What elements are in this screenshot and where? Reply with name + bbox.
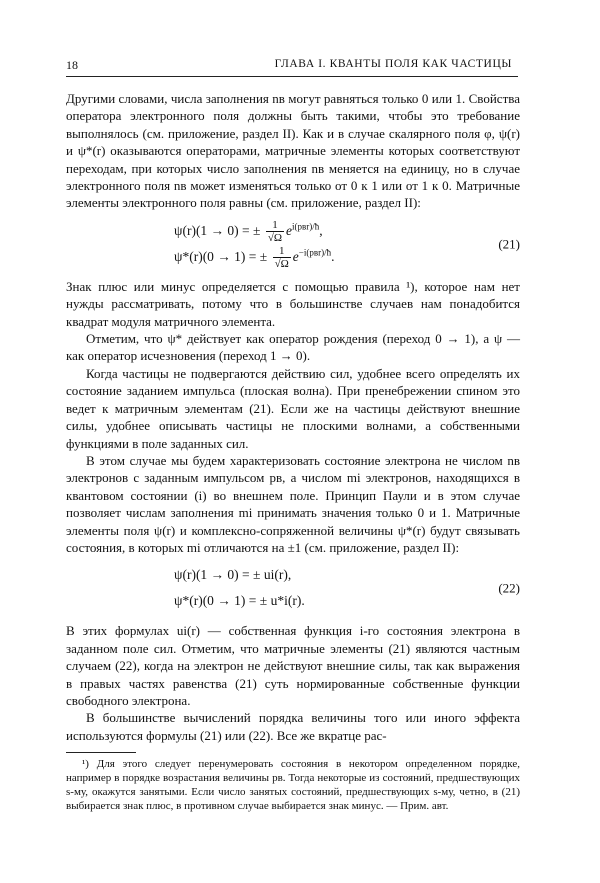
paragraph-6: В этих формулах ui(r) — собственная функция i-го состояния электрона в заданном поле сил. Отметим, что матричные элементы (21) являются частным случаем (22), когда на электрон не действуют внешние силы, так как выражения в правых частях равенства (21) суть нормированные собственные функции свободного электрона. xyxy=(66,623,520,708)
header-rule xyxy=(66,76,518,77)
eq21-end-1: , xyxy=(319,222,323,238)
equation-21-line-1 xyxy=(174,218,520,244)
paragraph-7: В большинстве вычислений порядка величины того или иного эффекта используются формулы (21) или (22). Все же вкратце рас- xyxy=(66,710,520,743)
paragraph-1: Другими словами, числа заполнения nв могут равняться только 0 или 1. Свойства оператора электронного поля должны быть такими, чтобы это требование выполнялось (см. приложение, раздел II). Как и в случае скалярного поля φ, ψ(r) и ψ*(r) оказываются операторами, матричные элементы которых соответствуют переходам, при которых число заполнения nв меняется на единицу, но в случае электронного поля nв может изменяться только от 0 к 1 или от 1 к 0. Матричные элементы электронного поля равны (см. приложение, раздел II): xyxy=(66,91,520,211)
footnote-rule xyxy=(66,752,136,753)
paragraph-5: В этом случае мы будем характеризовать состояние электрона не числом nв электронов с заданным импульсом pв, а числом mi электронов, находящихся в квантовом состоянии (i) во внешнем поле. Принцип Паули и в этом случае позволяет числам заполнения mi принимать значения только 0 и 1. Матричные элементы поля ψ(r) и комплексно-сопряженной величины ψ*(r) будут связывать состояния, в которых mi отличаются на ±1 (см. приложение, раздел II): xyxy=(66,452,520,555)
equation-22 xyxy=(66,562,520,614)
eq21-lhs-1: ψ(r)(1 → 0) = ± xyxy=(174,222,261,238)
equation-22-line-1: ψ(r)(1 → 0) = ± ui(r), xyxy=(174,567,292,583)
chapter-title: ГЛАВА I. КВАНТЫ ПОЛЯ КАК ЧАСТИЦЫ xyxy=(274,58,512,70)
eq21-lhs-2: ψ*(r)(0 → 1) = ± xyxy=(174,248,268,264)
equation-21 xyxy=(66,218,520,270)
equation-number-22: (22) xyxy=(498,580,520,596)
eq21-fraction-2 xyxy=(273,245,291,270)
running-header xyxy=(66,58,526,76)
footnote xyxy=(66,757,520,813)
equation-number-21: (21) xyxy=(498,236,520,252)
equation-22-line-2: ψ*(r)(0 → 1) = ± u*i(r). xyxy=(174,593,305,609)
page-number: 18 xyxy=(66,58,78,72)
main-text xyxy=(66,90,520,813)
eq21-exponent-base-2: e xyxy=(292,248,299,264)
eq21-exponent-2: −i(pвr)/ħ xyxy=(298,247,332,258)
paragraph-2: Знак плюс или минус определяется с помощью правила ¹), которое нам нет нужды рассматривать, потому что в большинстве случаев нам понадобится квадрат модуля матричного элемента. xyxy=(66,278,520,329)
eq21-numerator-1: 1 xyxy=(266,219,284,232)
eq21-denominator-2: √Ω xyxy=(274,258,289,271)
paragraph-4: Когда частицы не подвергаются действию сил, удобнее всего определять их состояние заданием импульса (плоская волна). При пренебрежении спином это ведет к матричным элементам (21). Если же на частицы действуют внешние силы, удобнее описывать частицы не плоскими волнами, а собственными функциями в поле заданных сил. xyxy=(66,365,520,451)
eq21-exponent-base-1: e xyxy=(286,222,293,238)
eq21-numerator-2: 1 xyxy=(273,245,291,258)
eq21-end-2: . xyxy=(331,248,335,264)
eq21-fraction-1 xyxy=(266,219,284,244)
equation-21-line-2 xyxy=(174,244,520,270)
footnote-text: ¹) Для этого следует перенумеровать состояния в некотором определенном порядке, например в порядке возрастания величины pв. Тогда некоторые из состояний, предшествующих s-му, окажутся занятыми. Если число занятых состояний, предшествующих s-му, четно, в (21) выбирается знак плюс, в противном случае выбирается знак минус. — Прим. авт. xyxy=(66,758,520,813)
paragraph-3: Отметим, что ψ* действует как оператор рождения (переход 0 → 1), а ψ — как оператор исчезновения (переход 1 → 0). xyxy=(66,331,520,364)
eq21-exponent-1: i(pвr)/ħ xyxy=(292,221,320,232)
eq21-denominator-1: √Ω xyxy=(267,232,283,245)
